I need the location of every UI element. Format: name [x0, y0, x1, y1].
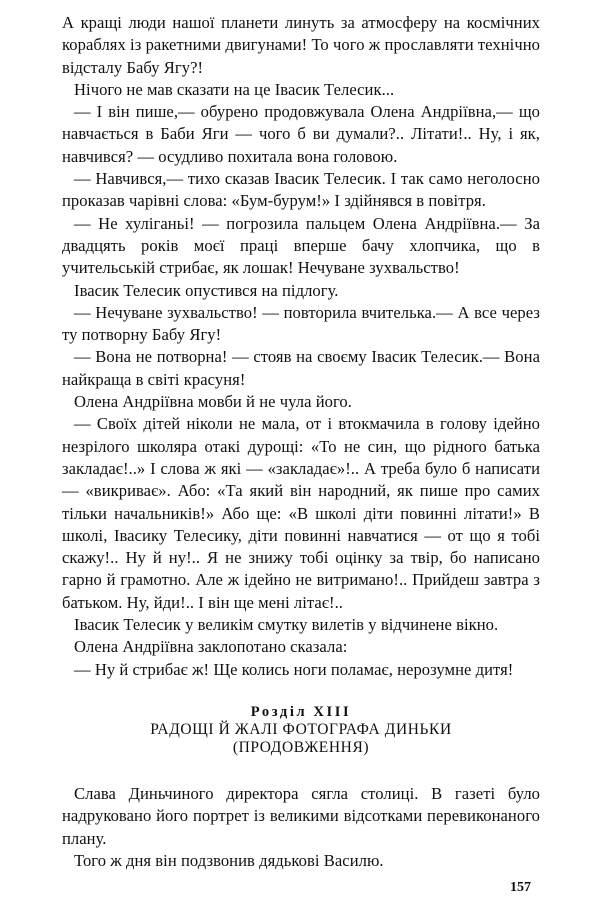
- chapter-heading: [62, 703, 540, 757]
- paragraph: — Нечуване зухвальство! — повторила вчителька.— А все через ту потворну Бабу Ягу!: [62, 302, 540, 345]
- paragraph: — Навчився,— тихо сказав Івасик Телесик. І так само неголосно проказав чарівні слова: «Бум-бурум!» І здійнявся в повітря.: [62, 169, 540, 211]
- paragraph: Івасик Телесик у великім смутку вилетів у відчинене вікно.: [74, 615, 499, 635]
- page-body: [62, 12, 540, 872]
- chapter-subtitle: (ПРОДОВЖЕННЯ): [232, 738, 370, 756]
- paragraph: — Вона не потворна! — стояв на своєму Івасик Телесик.— Вона найкраща в світі красуня!: [62, 347, 540, 389]
- chapter-label: Розділ XIII: [250, 703, 352, 720]
- paragraph: Того ж дня він подзвонив дядькові Василю.: [74, 850, 384, 870]
- chapter-text: [62, 783, 540, 872]
- paragraph: — Не хуліганьі! — погрозила пальцем Олена Андріївна.— За двадцять років моєї праці вперше бачу хлопчика, що в учительській стрибає, як лошак! Нечуване зухвальство!: [62, 213, 540, 278]
- paragraph: А кращі люди нашої планети линуть за атмосферу на космічних кораблях із ракетними двигунами! То чого ж прославляти технічно відсталу Бабу Ягу?!: [62, 13, 540, 77]
- chapter-title: РАДОЩІ Й ЖАЛІ ФОТОГРАФА ДИНЬКИ: [150, 720, 452, 738]
- paragraph: — Своїх дітей ніколи не мала, от і втокмачила в голову ідейно незрілого школяра отакі дурощі: «То не син, що рідного батька закладає!..» І слова ж які — «закладає»!.. А треба було б написати — «викриває». Або: «Та який він народний, як пише про самих тільки начальників!» Або ще: «В школі діти повинні літати!» В школі, Івасику Телесику, діти повинні навчатися — от що я тобі скажу!.. Ну й ну!.. Я не знижу тобі оцінку за твір, бо написано гарно й грамотно. Але ж ідейно не витримано!.. Прийдеш завтра з батьком. Ну, йди!.. І він ще мені літає!..: [62, 414, 540, 612]
- paragraph: Олена Андріївна заклопотано сказала:: [74, 637, 348, 657]
- paragraph: Олена Андріївна мовби й не чула його.: [74, 392, 352, 412]
- paragraph: Івасик Телесик опустився на підлогу.: [74, 280, 339, 300]
- page-number: 157: [510, 880, 531, 895]
- paragraph: Слава Диньчиного директора сягла столиці. В газеті було надруковано його портрет із великими відсотками перевиконаного плану.: [62, 783, 540, 848]
- paragraph: — І він пише,— обурено продовжувала Олена Андріївна,— що навчається в Баби Яги — чого б ви думали?.. Літати!.. Ну, і як, навчився? — осудливо похитала вона головою.: [62, 102, 540, 166]
- paragraph: Нічого не мав сказати на це Івасик Телесик...: [74, 79, 395, 99]
- paragraph: — Ну й стрибає ж! Ще колись ноги поламає, нерозумне дитя!: [74, 659, 514, 679]
